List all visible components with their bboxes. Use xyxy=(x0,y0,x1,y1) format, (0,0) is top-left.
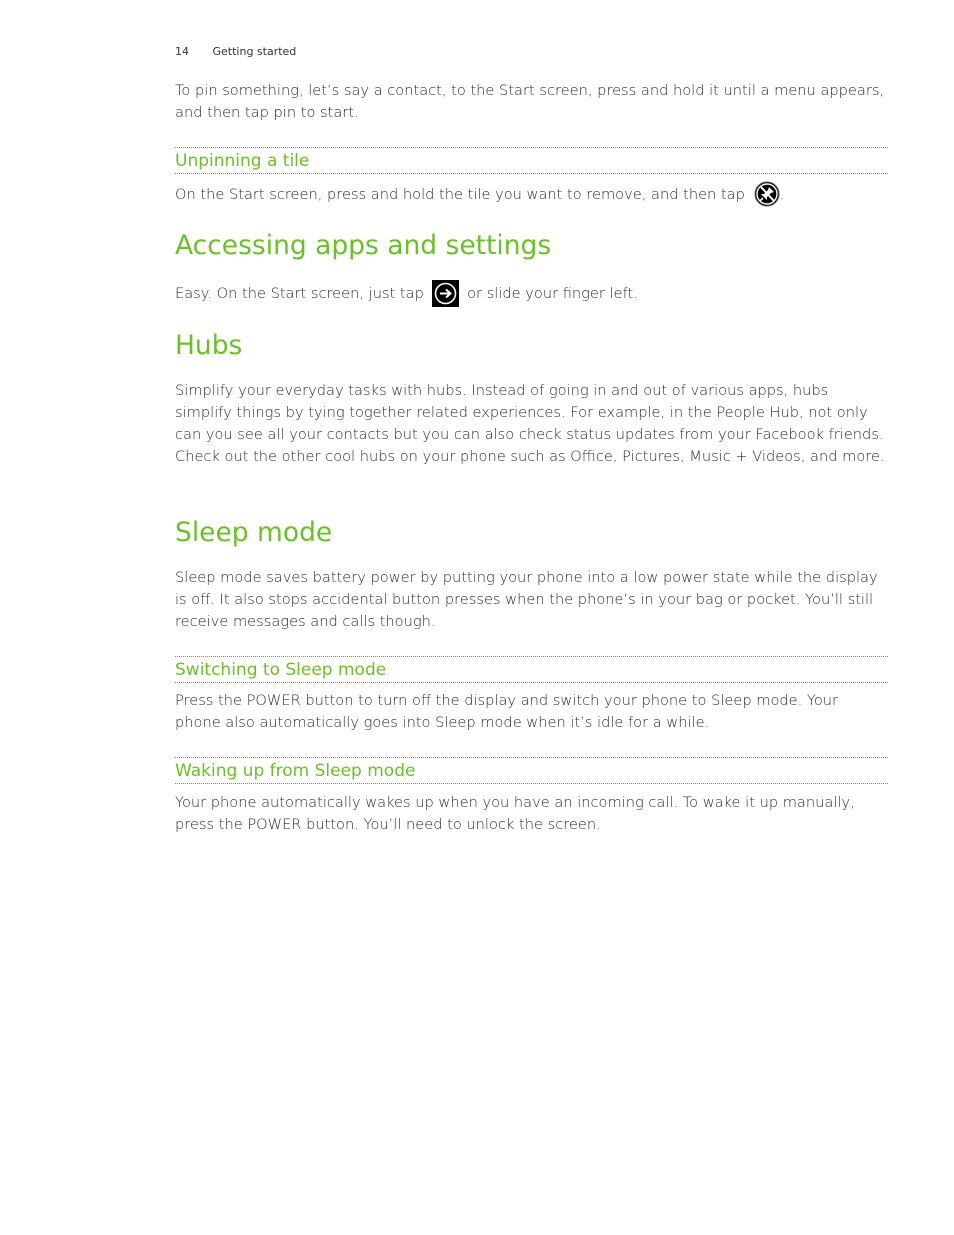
intro-text-end: . xyxy=(354,104,359,121)
right-arrow-icon xyxy=(432,280,459,307)
unpinning-heading: Unpinning a tile xyxy=(175,151,310,171)
switching-heading: Switching to Sleep mode xyxy=(175,660,387,680)
accessing-text-end: or slide your finger left. xyxy=(462,285,638,302)
unpinning-text-end: . xyxy=(779,186,785,203)
unpinning-subheading xyxy=(175,147,888,174)
intro-paragraph xyxy=(175,80,888,124)
sleep-heading: Sleep mode xyxy=(175,517,333,548)
page-header xyxy=(175,45,296,58)
accessing-text: Easy. On the Start screen, just tap xyxy=(175,285,429,302)
waking-heading: Waking up from Sleep mode xyxy=(175,761,416,781)
accessing-paragraph xyxy=(175,280,888,307)
hubs-heading: Hubs xyxy=(175,330,243,361)
switching-paragraph xyxy=(175,690,888,734)
sleep-text: Sleep mode saves battery power by putting your phone into a low power state while the display is off. It also stops accidental button presses when the phone’s in your bag or pocket. You’ll still receive messages and calls though. xyxy=(175,569,878,630)
waking-text: Your phone automatically wakes up when you have an incoming call. To wake it up manually, press the POWER button. You’ll need to unlock the screen. xyxy=(175,794,855,833)
pin-to-start-label: pin to start xyxy=(273,104,355,121)
unpinning-text: On the Start screen, press and hold the tile you want to remove, and then tap xyxy=(175,186,750,203)
sleep-section xyxy=(175,517,888,549)
switching-subheading xyxy=(175,656,888,683)
page-number: 14 xyxy=(175,45,189,58)
waking-subheading xyxy=(175,757,888,784)
switching-text: Press the POWER button to turn off the display and switch your phone to Sleep mode. Your phone also automatically goes into Sleep mode when it’s idle for a while. xyxy=(175,692,839,731)
hubs-paragraph xyxy=(175,380,888,468)
unpinning-paragraph xyxy=(175,181,888,207)
intro-text: To pin something, let’s say a contact, to the Start screen, press and hold it until a menu appears, and then tap xyxy=(175,82,885,121)
sleep-paragraph xyxy=(175,567,888,633)
chapter-title: Getting started xyxy=(212,45,297,58)
unpin-icon xyxy=(754,181,780,207)
hubs-section xyxy=(175,330,888,362)
accessing-section xyxy=(175,230,888,262)
hubs-text: Simplify your everyday tasks with hubs. Instead of going in and out of various apps, hubs simplify things by tying together related experiences. For example, in the People Hub, not only can you see all your contacts but you can also check status updates from your Facebook friends. Check out the other cool hubs on your phone such as Office, Pictures, Music + Videos, and more. xyxy=(175,382,885,465)
waking-paragraph xyxy=(175,792,888,836)
accessing-heading: Accessing apps and settings xyxy=(175,230,552,261)
